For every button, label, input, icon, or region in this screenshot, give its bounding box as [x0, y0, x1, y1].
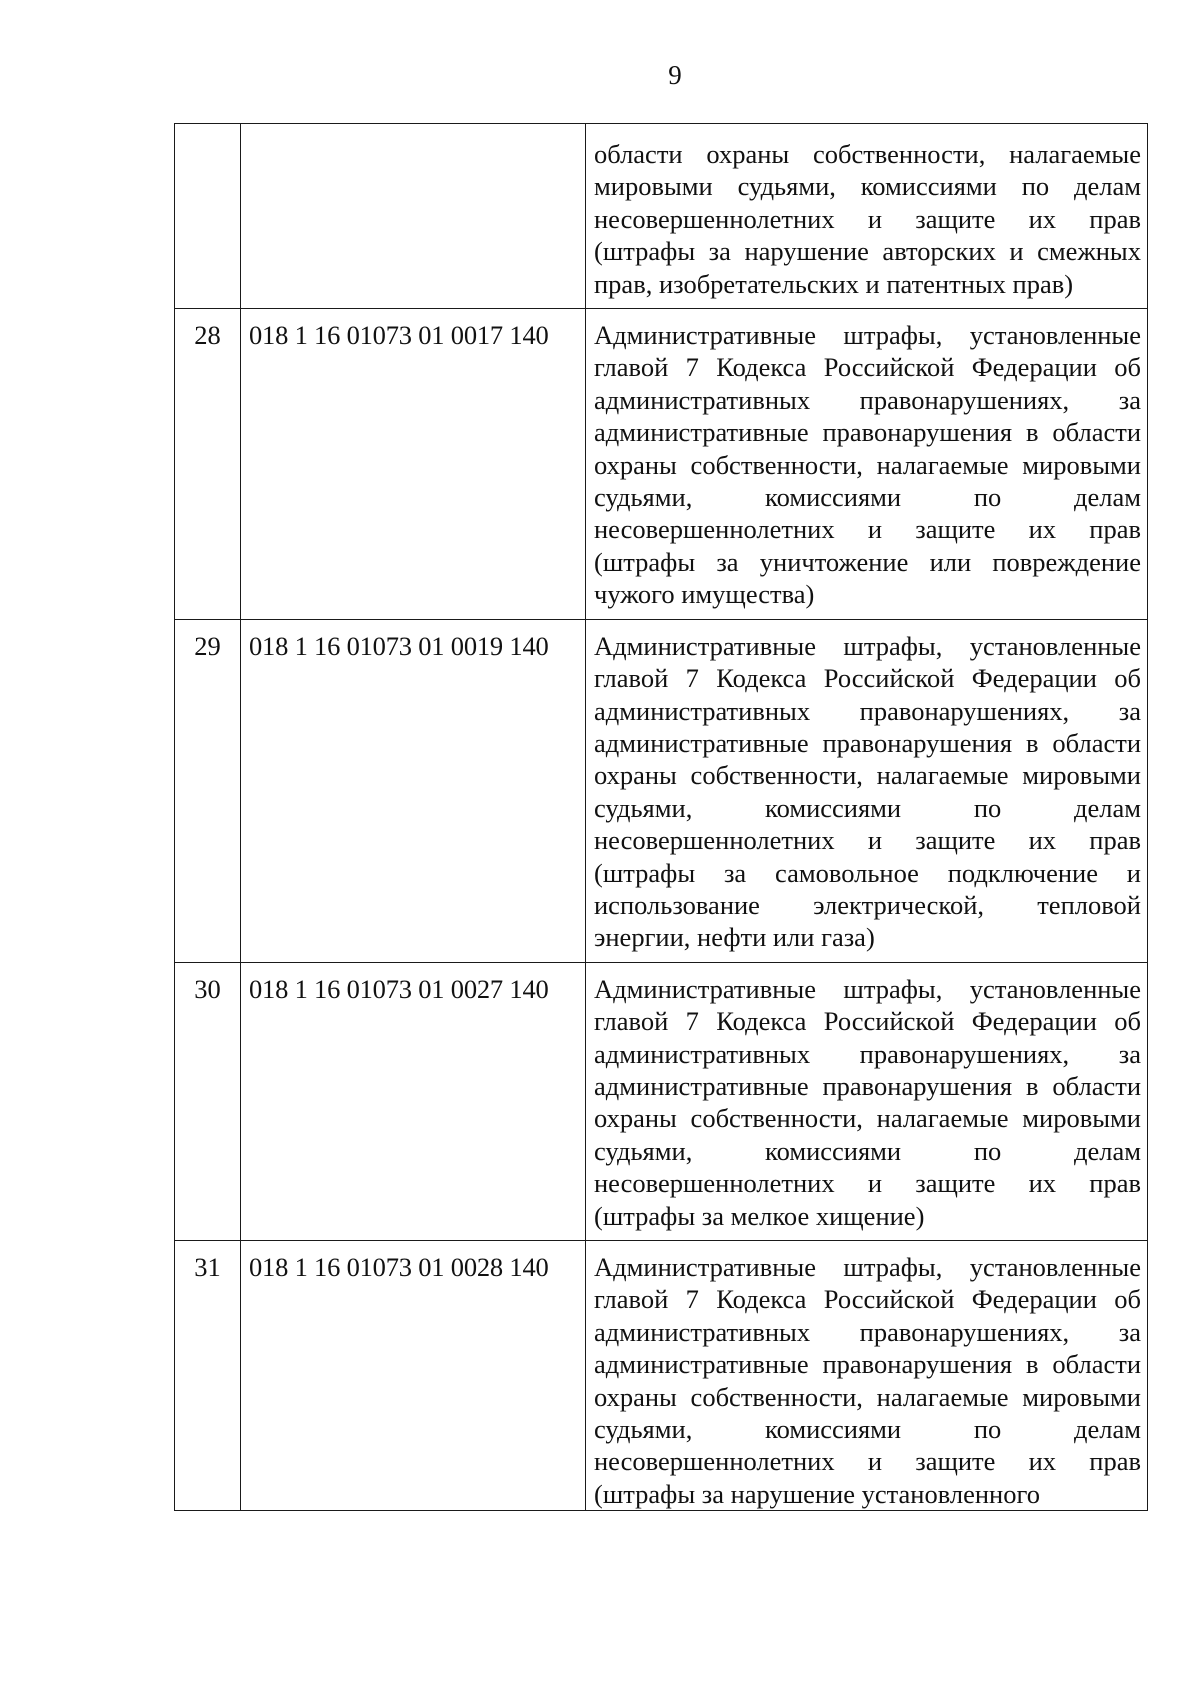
- description-cell: Административные штрафы, установленные главой 7 Кодекса Российской Федерации об административных правонарушениях, за административные правонарушения в области охраны собственности, налагаемые мировыми судьями, комиссиями по делам несовершеннолетних и защите их прав (штрафы за уничтожение или повреждение чужого имущества): [586, 309, 1148, 620]
- row-number-cell: 29: [175, 619, 241, 962]
- table-row: [175, 309, 1148, 620]
- row-number-cell: [175, 124, 241, 309]
- page-number: 9: [668, 60, 682, 90]
- row-number-cell: 30: [175, 962, 241, 1240]
- description-cell: Административные штрафы, установленные главой 7 Кодекса Российской Федерации об административных правонарушениях, за административные правонарушения в области охраны собственности, налагаемые мировыми судьями, комиссиями по делам несовершеннолетних и защите их прав (штрафы за самовольное подключение и использование электрической, тепловой энергии, нефти или газа): [586, 619, 1148, 962]
- budget-codes-table: [174, 123, 1148, 1511]
- row-number-cell: 31: [175, 1241, 241, 1511]
- table-row: [175, 962, 1148, 1240]
- budget-code-cell: 018 1 16 01073 01 0017 140: [241, 309, 586, 620]
- row-number-cell: 28: [175, 309, 241, 620]
- table-row: [175, 619, 1148, 962]
- budget-code-cell: [241, 124, 586, 309]
- budget-code-cell: 018 1 16 01073 01 0019 140: [241, 619, 586, 962]
- description-cell: Административные штрафы, установленные главой 7 Кодекса Российской Федерации об административных правонарушениях, за административные правонарушения в области охраны собственности, налагаемые мировыми судьями, комиссиями по делам несовершеннолетних и защите их прав (штрафы за мелкое хищение): [586, 962, 1148, 1240]
- budget-code-cell: 018 1 16 01073 01 0027 140: [241, 962, 586, 1240]
- description-cell: Административные штрафы, установленные главой 7 Кодекса Российской Федерации об административных правонарушениях, за административные правонарушения в области охраны собственности, налагаемые мировыми судьями, комиссиями по делам несовершеннолетних и защите их прав (штрафы за нарушение установленного: [586, 1241, 1148, 1511]
- table-row: [175, 124, 1148, 309]
- description-cell: области охраны собственности, налагаемые мировыми судьями, комиссиями по делам несовершеннолетних и защите их прав (штрафы за нарушение авторских и смежных прав, изобретательских и патентных прав): [586, 124, 1148, 309]
- table-row: [175, 1241, 1148, 1511]
- budget-code-cell: 018 1 16 01073 01 0028 140: [241, 1241, 586, 1511]
